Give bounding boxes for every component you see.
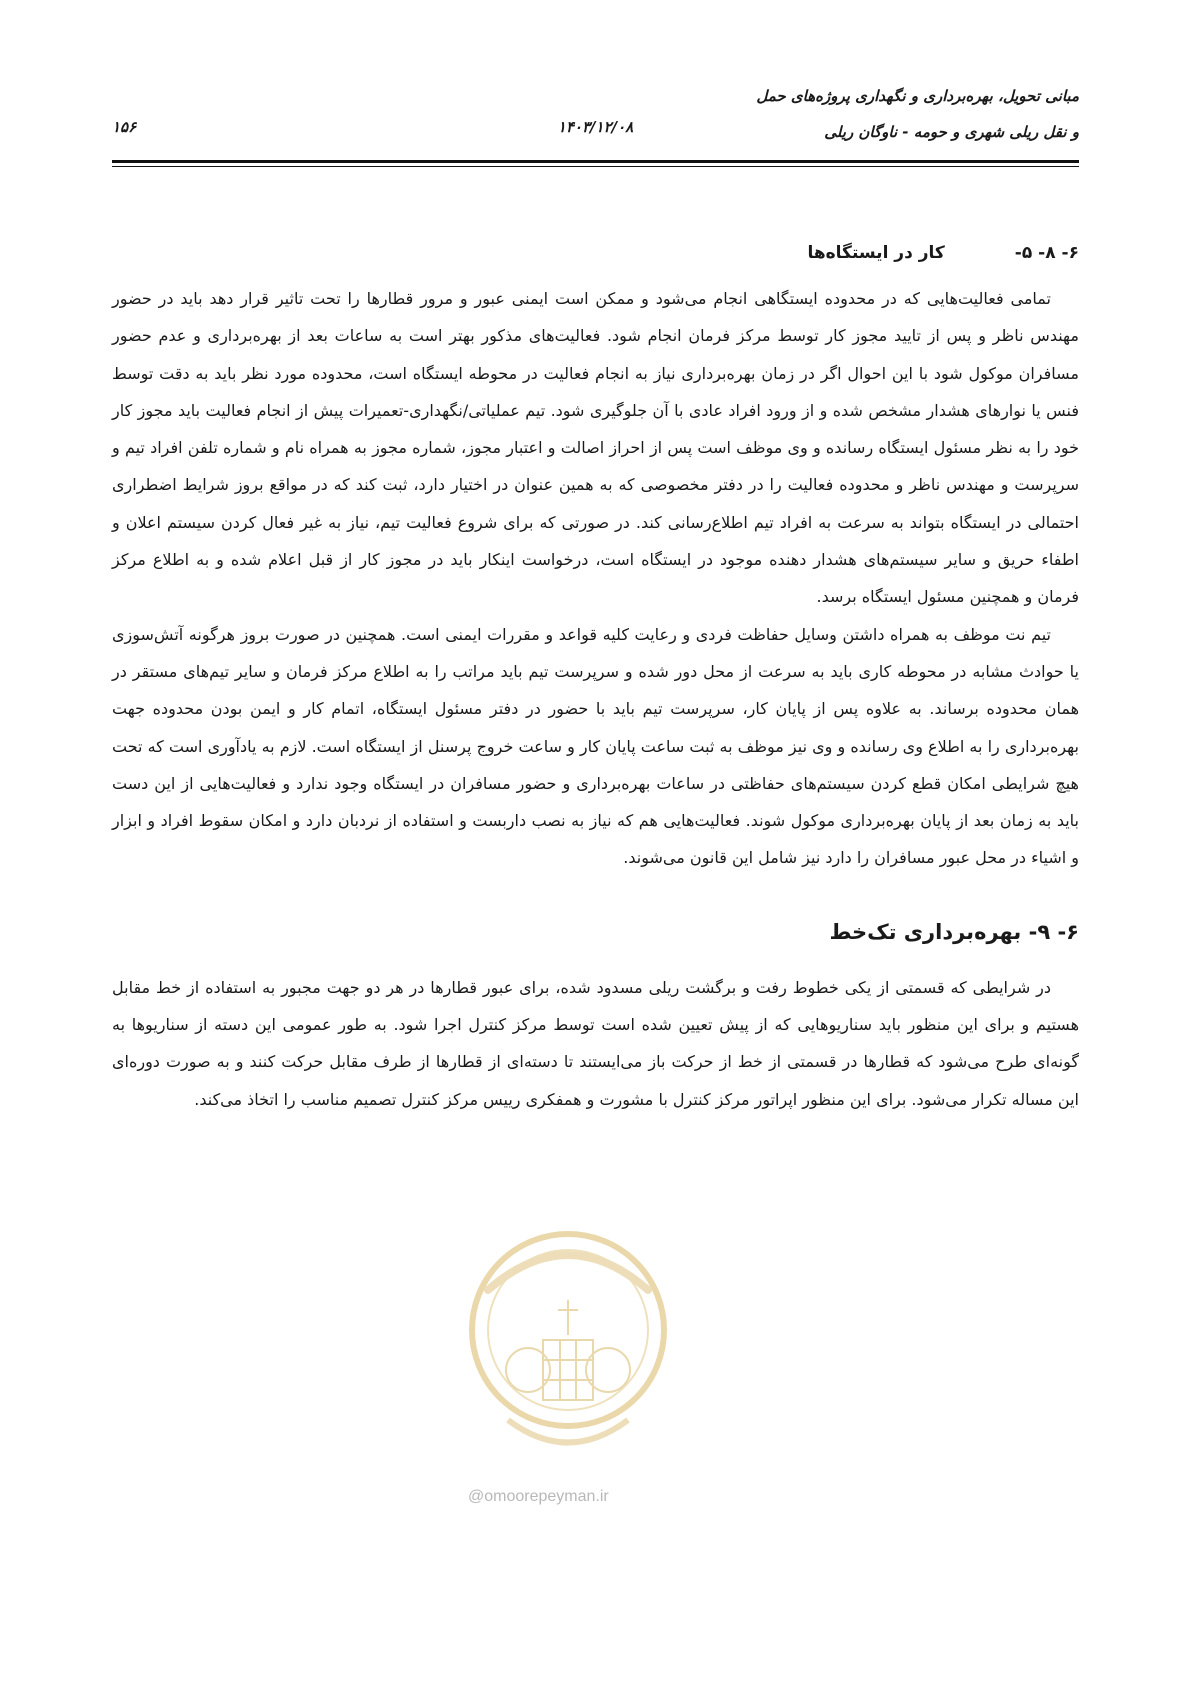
section-number: ۶- ۸- ۵- [1014,243,1079,263]
book-title-line1: مبانی تحویل، بهره‌برداری و نگهداری پروژه‌های حمل [756,87,1079,105]
watermark-url: @omoorepeyman.ir [468,1488,609,1505]
paragraph: تیم نت موظف به همراه داشتن وسایل حفاظت فردی و رعایت کلیه قواعد و مقررات ایمنی است. همچنین در صورت بروز هرگونه آتش‌سوزی یا حوادث مشابه در محوطه کاری باید به سرعت از محل دور شده و سرپرست تیم باید مراتب را به اطلاع مرکز فرمان و سایر تیم‌های مستقر در همان محدوده برساند. به علاوه پس از پایان کار، سرپرست تیم باید با حضور در دفتر مسئول ایستگاه، اتمام کار و ایمن بودن محدوده جهت بهره‌برداری را به اطلاع وی رسانده و وی نیز موظف به ثبت ساعت پایان کار و ساعت خروج پرسنل از ایستگاه است. لازم به یادآوری است که تحت هیچ شرایطی امکان قطع کردن سیستم‌های حفاظتی در ساعات بهره‌برداری و حضور مسافران در ایستگاه وجود ندارد و فعالیت‌هایی از این دست باید به زمان بعد از پایان بهره‌برداری موکول شوند. فعالیت‌هایی هم که نیاز به نصب داربست و استفاده از نردبان دارد و امکان سقوط افراد و ابزار و اشیاء در محل عبور مسافران را دارد نیز شامل این قانون می‌شوند. [112,624,1079,868]
paragraph: تمامی فعالیت‌هایی که در محدوده ایستگاهی انجام می‌شود و ممکن است ایمنی عبور و مرور قطارها را تحت تاثیر قرار دهد باید در حضور مهندس ناظر و پس از تایید مجوز کار توسط مرکز فرمان انجام شود. فعالیت‌های مذکور بهتر است به ساعات بعد از بهره‌برداری و عدم حضور مسافران موکول شود با این احوال اگر در زمان بهره‌برداری نیاز به انجام فعالیت در محوطه ایستگاه است، محدوده مورد نظر باید به دقت توسط فنس یا نوارهای هشدار مشخص شده و از ورود افراد عادی با آن جلوگیری شود. تیم عملیاتی/نگهداری-تعمیرات پیش از انجام فعالیت باید مجوز کار خود را به نظر مسئول ایستگاه رسانده و وی موظف است پس از احراز اصالت و اعتبار مجوز، شماره مجوز به همراه نام و شماره تلفن افراد تیم و سرپرست و مهندس ناظر و محدوده فعالیت را در دفتر مخصوصی که به همین عنوان در اختیار دارد، ثبت کند که در مواقع بروز شرایط اضطراری احتمالی در ایستگاه بتواند به سرعت به افراد تیم اطلاع‌رسانی کند. در صورتی که برای شروع فعالیت تیم، نیاز به غیر فعال کردن سیستم اعلان و اطفاء حریق و سایر سیستم‌های هشدار دهنده موجود در ایستگاه است، درخواست اینکار باید در مجوز کار از قبل اعلام شده و به اطلاع مرکز فرمان و همچنین مسئول ایستگاه برسد. [112,289,1079,607]
section-title: کار در ایستگاه‌ها [807,243,945,263]
page-header [112,78,1079,156]
book-title-line2: و نقل ریلی شهری و حومه - ناوگان ریلی [824,123,1079,141]
header-rule-thick [112,160,1079,163]
header-rule-thin [112,166,1079,167]
section-heading [112,238,1079,268]
book-title [659,78,1079,150]
header-date: ۱۴۰۳/۱۲/۰۸ [557,118,634,136]
paragraph: در شرایطی که قسمتی از یکی خطوط رفت و برگشت ریلی مسدود شده، برای عبور قطارها در هر دو جهت مجبور به استفاده از خط مقابل هستیم و برای این منظور باید سناریوهایی که از پیش تعیین شده است توسط مرکز کنترل اجرا شود. به طور عمومی این دسته از سناریوها به گونه‌ای طرح می‌شود که قطارها در قسمتی از خط از حرکت باز می‌ایستند تا دسته‌ای از قطارها از طرف مقابل حرکت کنند و به صورت دوره‌ای این مساله تکرار می‌شود. برای این منظور اپراتور مرکز کنترل با مشورت و همفکری رییس مرکز کنترل تصمیم مناسب را اتخاذ می‌کند. [112,977,1079,1109]
page-number: ۱۵۶ [112,118,137,136]
section-heading: ۶- ۹- بهره‌برداری تک‌خط [829,919,1079,944]
page-body [112,238,1079,1118]
watermark-seal-icon [448,1220,688,1480]
